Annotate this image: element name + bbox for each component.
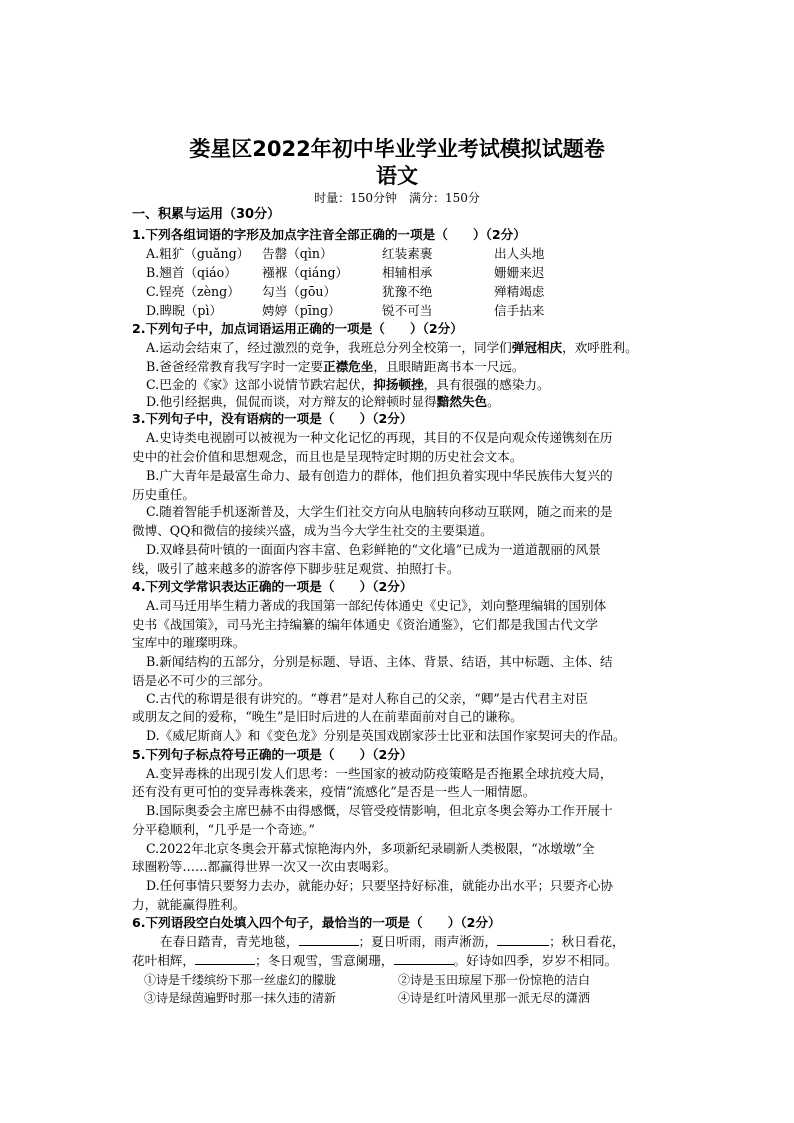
question-6-choices-row2: ③诗是绿茵遍野时那一抹久违的清新 ④诗是红叶清风里那一派无尽的潇洒 [144, 991, 591, 1005]
question-2-stem: 2.下列句子中，加点词语运用正确的一项是（ ）（2分） [132, 321, 463, 336]
question-3-option-d-line2: 线，吸引了越来越多的游客停下脚步驻足观赏、拍照打卡。 [132, 561, 460, 576]
question-6-passage-line1: 在春日踏青，青芜地毯， ；夏日听雨，雨声淅沥， ；秋日看花， [160, 934, 625, 949]
question-6-choices-row1: ①诗是千缕缤纷下那一丝虚幻的朦胧 ②诗是玉田琼屋下那一份惊艳的洁白 [144, 973, 591, 987]
question-3-option-c-line2: 微博、QQ和微信的接续兴盛，成为当今大学生社交的主要渠道。 [132, 523, 493, 538]
question-5-option-d-line2: 力，就能赢得胜利。 [132, 897, 246, 912]
question-5-stem: 5.下列句子标点符号正确的一项是（ ）（2分） [132, 747, 413, 762]
question-1-option-b: B.翘首（qiáo） 襁褓（qiáng） 相辅相承 姗姗来迟 [146, 265, 545, 280]
question-3-option-a-line2: 史中的社会价值和思想观念，而且也是呈现特定时期的历史社会文本。 [132, 449, 523, 464]
question-1-stem: 1.下列各组词语的字形及加点字注音全部正确的一项是（ ）（2分） [132, 227, 526, 242]
question-3-option-c-line1: C.随着智能手机逐渐普及，大学生们社交方向从电脑转向移动互联网，随之而来的是 [146, 504, 613, 519]
answer-blank-4[interactable] [394, 952, 454, 965]
question-3-option-a-line1: A.史诗类电视剧可以被视为一种文化记忆的再现，其目的不仅是向观众传递镌刻在历 [146, 430, 613, 445]
exam-meta: 时量：150分钟 满分：150分 [314, 191, 480, 205]
answer-blank-2[interactable] [497, 933, 549, 946]
question-3-option-d-line1: D.双峰县荷叶镇的一面面内容丰富、色彩鲜艳的“文化墙”已成为一道道靓丽的风景 [146, 542, 601, 557]
question-5-option-c-line2: 球圈粉等……都赢得世界一次又一次由衷喝彩。 [132, 859, 397, 874]
answer-blank-3[interactable] [195, 952, 255, 965]
question-6-stem: 6.下列语段空白处填入四个句子，最恰当的一项是（ ）（2分） [132, 915, 501, 930]
answer-blank-1[interactable] [299, 933, 359, 946]
question-1-option-c: C.锃亮（zèng） 勾当（gōu） 犹豫不绝 殚精竭虑 [146, 284, 545, 299]
section-heading: 一、积累与运用（30分） [132, 207, 281, 222]
question-5-option-a-line1: A.变异毒株的出现引发人们思考：一些国家的被动防疫策略是否拖累全球抗疫大局， [146, 766, 613, 781]
exam-title: 娄星区2022年初中毕业学业考试模拟试题卷 [189, 137, 605, 161]
question-5-option-b-line1: B.国际奥委会主席巴赫不由得感慨，尽管受疫情影响，但北京冬奥会筹办工作开展十 [146, 803, 613, 818]
question-2-option-a: A.运动会结束了，经过激烈的竞争，我班总分列全校第一，同学们弹冠相庆，欢呼胜利。 [146, 340, 638, 355]
question-5-option-b-line2: 分平稳顺利，“几乎是一个奇迹。” [132, 822, 315, 837]
question-6-passage-line2: 花叶相辉， ；冬日观雪，雪意阑珊， 。好诗如四季，岁岁不相同。 [132, 953, 618, 968]
question-4-stem: 4.下列文学常识表达正确的一项是（ ）（2分） [132, 579, 413, 594]
question-3-option-b-line1: B.广大青年是最富生命力、最有创造力的群体，他们担负着实现中华民族伟大复兴的 [146, 468, 613, 483]
question-2-option-c: C.巴金的《家》这部小说情节跌宕起伏，抑扬顿挫，具有很强的感染力。 [146, 377, 550, 392]
question-4-option-d: D.《威尼斯商人》和《变色龙》分别是英国戏剧家莎士比亚和法国作家契诃夫的作品。 [146, 728, 626, 743]
question-3-stem: 3.下列句子中，没有语病的一项是（ ）（2分） [132, 411, 413, 426]
question-4-option-b-line1: B.新闻结构的五部分，分别是标题、导语、主体、背景、结语，其中标题、主体、结 [146, 654, 613, 669]
question-1-option-a: A.粗犷（guǎng） 告罄（qìn） 红装素裹 出人头地 [146, 246, 545, 261]
question-5-option-d-line1: D.任何事情只要努力去办，就能办好；只要坚持好标准，就能办出水平；只要齐心协 [146, 878, 614, 893]
question-2-option-d: D.他引经据典，侃侃而谈，对方辩友的论辩顿时显得黯然失色。 [146, 394, 500, 409]
question-4-option-b-line2: 语是必不可少的三部分。 [132, 673, 271, 688]
question-4-option-c-line1: C.古代的称谓是很有讲究的。“尊君”是对人称自己的父亲，“卿”是古代君主对臣 [146, 691, 588, 706]
question-4-option-c-line2: 或朋友之间的爱称，“晚生”是旧时后进的人在前辈面前对自己的谦称。 [132, 709, 523, 724]
question-5-option-a-line2: 还有没有更可怕的变异毒株袭来，疫情“流感化”是否是一些人一厢情愿。 [132, 784, 536, 799]
question-4-option-a-line2: 史书《战国策》，司马光主持编纂的编年体通史《资治通鉴》，它们都是我国古代文学 [132, 617, 598, 632]
question-1-option-d: D.睥睨（pì） 娉婷（pīng） 锐不可当 信手拈来 [146, 303, 545, 318]
subject-title: 语文 [376, 164, 418, 188]
question-3-option-b-line2: 历史重任。 [132, 487, 195, 502]
question-4-option-a-line3: 宝库中的璀璨明珠。 [132, 635, 246, 650]
question-4-option-a-line1: A.司马迁用毕生精力著成的我国第一部纪传体通史《史记》，刘向整理编辑的国别体 [146, 598, 607, 613]
question-2-option-b: B.爸爸经常教育我写字时一定要正襟危坐，且眼睛距离书本一尺远。 [146, 359, 525, 374]
question-5-option-c-line1: C.2022年北京冬奥会开幕式惊艳海内外，多项新纪录刷新人类极限，“冰墩墩”全 [146, 841, 595, 856]
